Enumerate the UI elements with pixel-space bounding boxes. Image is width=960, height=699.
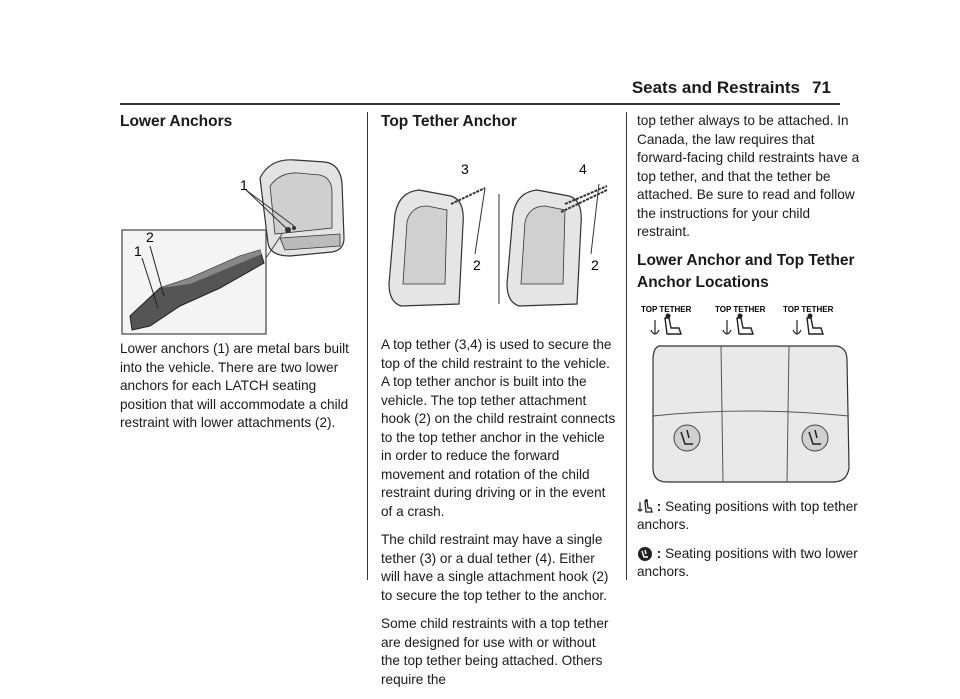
seat-locations-figure <box>637 298 861 488</box>
lower-anchors-heading: Lower Anchors <box>120 113 233 130</box>
tether-icon-right <box>793 313 823 334</box>
top-tether-heading: Top Tether Anchor <box>381 113 517 130</box>
tether-label-center: TOP TETHER <box>715 304 766 314</box>
lower-anchor-icon-right <box>802 425 828 451</box>
label-2: 2 <box>146 229 154 245</box>
column-1 <box>120 112 358 443</box>
lower-anchors-illustration <box>120 138 356 338</box>
lower-anchors-figure <box>120 138 356 338</box>
top-tether-paragraph-3: Some child restraints with a top tether are designed for use with or without the top tether being attached. Others require the <box>381 616 609 687</box>
legend-top-tether: : Seating positions with top tether anchors. <box>637 498 858 532</box>
locations-heading: Lower Anchor and Top Tether Anchor Locations <box>637 251 855 291</box>
page-number: 71 <box>812 78 831 97</box>
tether-icon-center <box>723 313 753 334</box>
label-2-left: 2 <box>473 257 481 273</box>
label-2-right: 2 <box>591 257 599 273</box>
legend-lower-anchors: : Seating positions with two lower anchors. <box>637 545 858 579</box>
lower-anchor-icon-left <box>674 425 700 451</box>
top-tether-figure <box>381 134 617 314</box>
column-2 <box>381 112 617 699</box>
label-4: 4 <box>579 161 587 177</box>
label-3: 3 <box>461 161 469 177</box>
column-3 <box>637 112 861 582</box>
column-divider-2 <box>626 112 627 580</box>
continued-paragraph: top tether always to be attached. In Canada, the law requires that forward-facing child restraints have a top tether, and that the tether be attached. Be sure to read and follow the instructions for your child restraint. <box>637 113 860 239</box>
top-tether-paragraph-2: The child restraint may have a single tether (3) or a dual tether (4). Either will have a single attachment hook (2) to secure the top tether to the anchor. <box>381 532 609 603</box>
legend-lower-anchors-text: Seating positions with two lower anchors. <box>637 545 858 579</box>
top-tether-illustration <box>381 134 617 314</box>
label-1-top: 1 <box>240 177 248 193</box>
label-1-inset: 1 <box>134 243 142 259</box>
lower-anchor-icon <box>637 546 653 562</box>
seat-locations-illustration <box>637 298 861 488</box>
tether-label-right: TOP TETHER <box>783 304 834 314</box>
top-tether-paragraph-1: A top tether (3,4) is used to secure the top of the child restraint to the vehicle. A top tether anchor is built into the vehicle. The top tether attachment hook (2) on the child restraint connects to the top tether anchor in the vehicle in order to reduce the forward movement and rotation of the child restraint during driving or in the event of a crash. <box>381 337 616 519</box>
tether-icon-left <box>651 313 681 334</box>
top-tether-icon <box>637 499 653 515</box>
lower-anchors-paragraph: Lower anchors (1) are metal bars built into the vehicle. There are two lower anchors for each LATCH seating position that will accommodate a child restraint with lower attachments (2). <box>120 341 349 430</box>
column-divider-1 <box>367 112 368 580</box>
section-title: Seats and Restraints <box>631 78 800 97</box>
tether-label-left: TOP TETHER <box>641 304 692 314</box>
legend-top-tether-text: Seating positions with top tether anchors. <box>637 498 858 532</box>
header-rule <box>120 103 840 105</box>
